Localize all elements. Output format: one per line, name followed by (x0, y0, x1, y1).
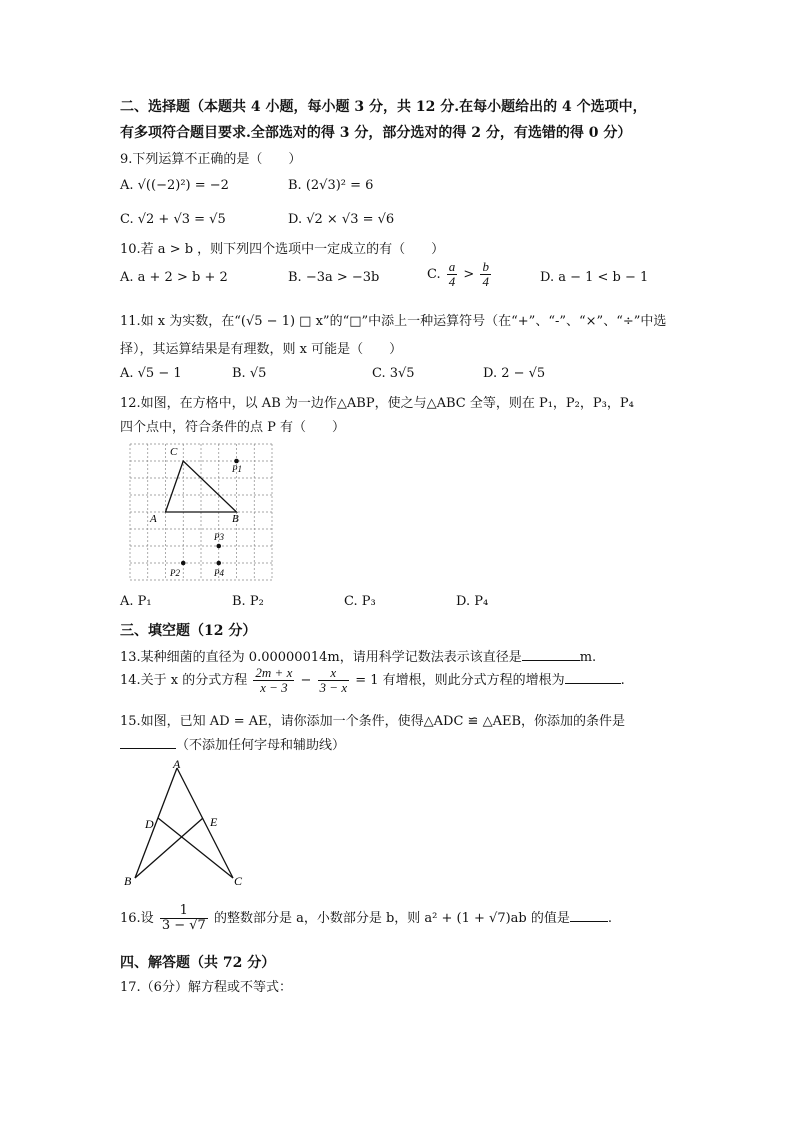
q10-stem: 10.若 a > b ，则下列四个选项中一定成立的有（ ） (120, 242, 445, 257)
q12-label-p4: P4 (214, 568, 224, 578)
q11-option-b: B. √5 (232, 366, 267, 381)
q12-label-b: B (232, 513, 239, 525)
q11-stem-line2: 择），其运算结果是有理数，则 x 可能是（ ） (120, 342, 403, 357)
q15-line-ab (135, 768, 177, 878)
q10-c-num1: a (448, 259, 456, 274)
q11-option-d: D. 2 − √5 (483, 366, 546, 381)
q13 (120, 646, 596, 665)
q15-figure (120, 756, 260, 891)
q16: 16.设 $\frac{1}{3 - √7}$ 的整数部分是 a，小数部分是 b，则 a² + (1 + √7)ab 的值是 . (120, 903, 613, 933)
q9-option-c: C. √2 + √3 = √5 (120, 212, 226, 227)
q10-option-d: D. a − 1 < b − 1 (540, 270, 649, 285)
q10-option-b: B. −3a > −3b (288, 270, 380, 285)
q15-label-d: D (145, 817, 154, 831)
q12-label-p3: P3 (214, 532, 224, 542)
q13-unit: m. (579, 650, 597, 665)
q11-stem-line1: 11.如 x 为实数，在“(√5 − 1) □ x”的“□”中添上一种运算符号（在“+”、“-”、“×”、“÷”中选 (120, 314, 667, 329)
q10-c-den1: 4 (448, 274, 456, 289)
q13-text: 13.某种细菌的直径为 0.00000014m，请用科学记数法表示该直径是 (120, 650, 522, 665)
q14-suffix: = 1 有增根，则此分式方程的增根为 (355, 673, 565, 688)
q15-label-b: B (124, 874, 132, 888)
q15-label-c: C (234, 874, 243, 888)
q15-line2: （不添加任何字母和辅助线） (176, 738, 346, 753)
q15-label-a: A (173, 757, 181, 771)
q15-line1: 15.如图，已知 AD = AE，请你添加一个条件，使得△ADC ≌ △AEB，你添加的条件是 (120, 714, 625, 729)
q14-minus: − (300, 673, 312, 688)
q10-c-num2: b (482, 259, 489, 274)
q12-label-p1: P1 (232, 464, 242, 474)
q11-option-c: C. 3√5 (372, 366, 415, 381)
q15-line-ac (177, 768, 233, 878)
q12-point-p3 (216, 544, 221, 549)
section2-heading-line2: 有多项符合题目要求.全部选对的得 3 分，部分选对的得 2 分，有选错的得 0 分） (120, 125, 632, 141)
q14-num1: 2m + x (255, 665, 293, 680)
q16-prefix: 16.设 (120, 911, 154, 926)
q10-option-c-prefix: C. (427, 267, 441, 282)
q15-line2-wrap (120, 734, 345, 753)
q10-c-op: > (463, 267, 475, 282)
q14-prefix: 14.关于 x 的分式方程 (120, 673, 248, 688)
q9-option-d: D. √2 × √3 = √6 (288, 212, 395, 227)
section3-heading: 三、填空题（12 分） (120, 623, 257, 639)
q15-blank (120, 748, 176, 749)
q16-den: 3 − √7 (161, 918, 206, 933)
q16-suffix: 的整数部分是 a，小数部分是 b，则 a² + (1 + √7)ab 的值是 (213, 911, 570, 926)
q14-den2: 3 − x (319, 680, 348, 695)
q12-point-p4 (216, 561, 221, 566)
q10-c-den2: 4 (482, 274, 489, 289)
q12-stem-line1: 12.如图，在方格中，以 AB 为一边作△ABP，使之与△ABC 全等，则在 P₁，P₂，P₃，P₄ (120, 396, 634, 411)
q16-blank (570, 921, 608, 922)
q12-label-a: A (150, 513, 157, 525)
q14-blank (565, 683, 621, 684)
section2-heading-line1: 二、选择题（本题共 4 小题，每小题 3 分，共 12 分.在每小题给出的 4 个选项中， (120, 99, 647, 115)
q15-label-e: E (210, 815, 218, 829)
q13-blank (522, 660, 580, 661)
q12-grid-figure (128, 442, 274, 582)
q17-text: 17.（6分）解方程或不等式： (120, 980, 292, 995)
q10-option-a: A. a + 2 > b + 2 (120, 270, 228, 285)
q9-stem: 9.下列运算不正确的是（ ） (120, 152, 302, 167)
q11-option-a: A. √5 − 1 (120, 366, 182, 381)
q12-point-p2 (181, 561, 186, 566)
q14-den1: x − 3 (260, 680, 288, 695)
q12-option-c: C. P₃ (344, 594, 376, 609)
q12-label-p2: P2 (170, 568, 180, 578)
q12-label-c: C (170, 446, 178, 458)
q14: 14.关于 x 的分式方程 $\frac{2m + x}{x - 3}$ − $\frac{x}{3 - x}$ = 1 有增根，则此分式方程的增根为 . (120, 665, 625, 695)
q12-stem-line2: 四个点中，符合条件的点 P 有（ ） (120, 420, 346, 435)
q14-num2: x (318, 666, 350, 681)
section4-heading: 四、解答题（共 72 分） (120, 955, 276, 971)
q16-num: 1 (160, 904, 208, 919)
q12-option-b: B. P₂ (232, 594, 264, 609)
q12-option-a: A. P₁ (120, 594, 152, 609)
q12-option-d: D. P₄ (456, 594, 489, 609)
q9-option-b: B. (2√3)² = 6 (288, 178, 374, 193)
q12-point-p1 (234, 459, 239, 464)
q10-option-c (427, 260, 493, 289)
q9-option-a: A. √((−2)²) = −2 (120, 178, 229, 193)
